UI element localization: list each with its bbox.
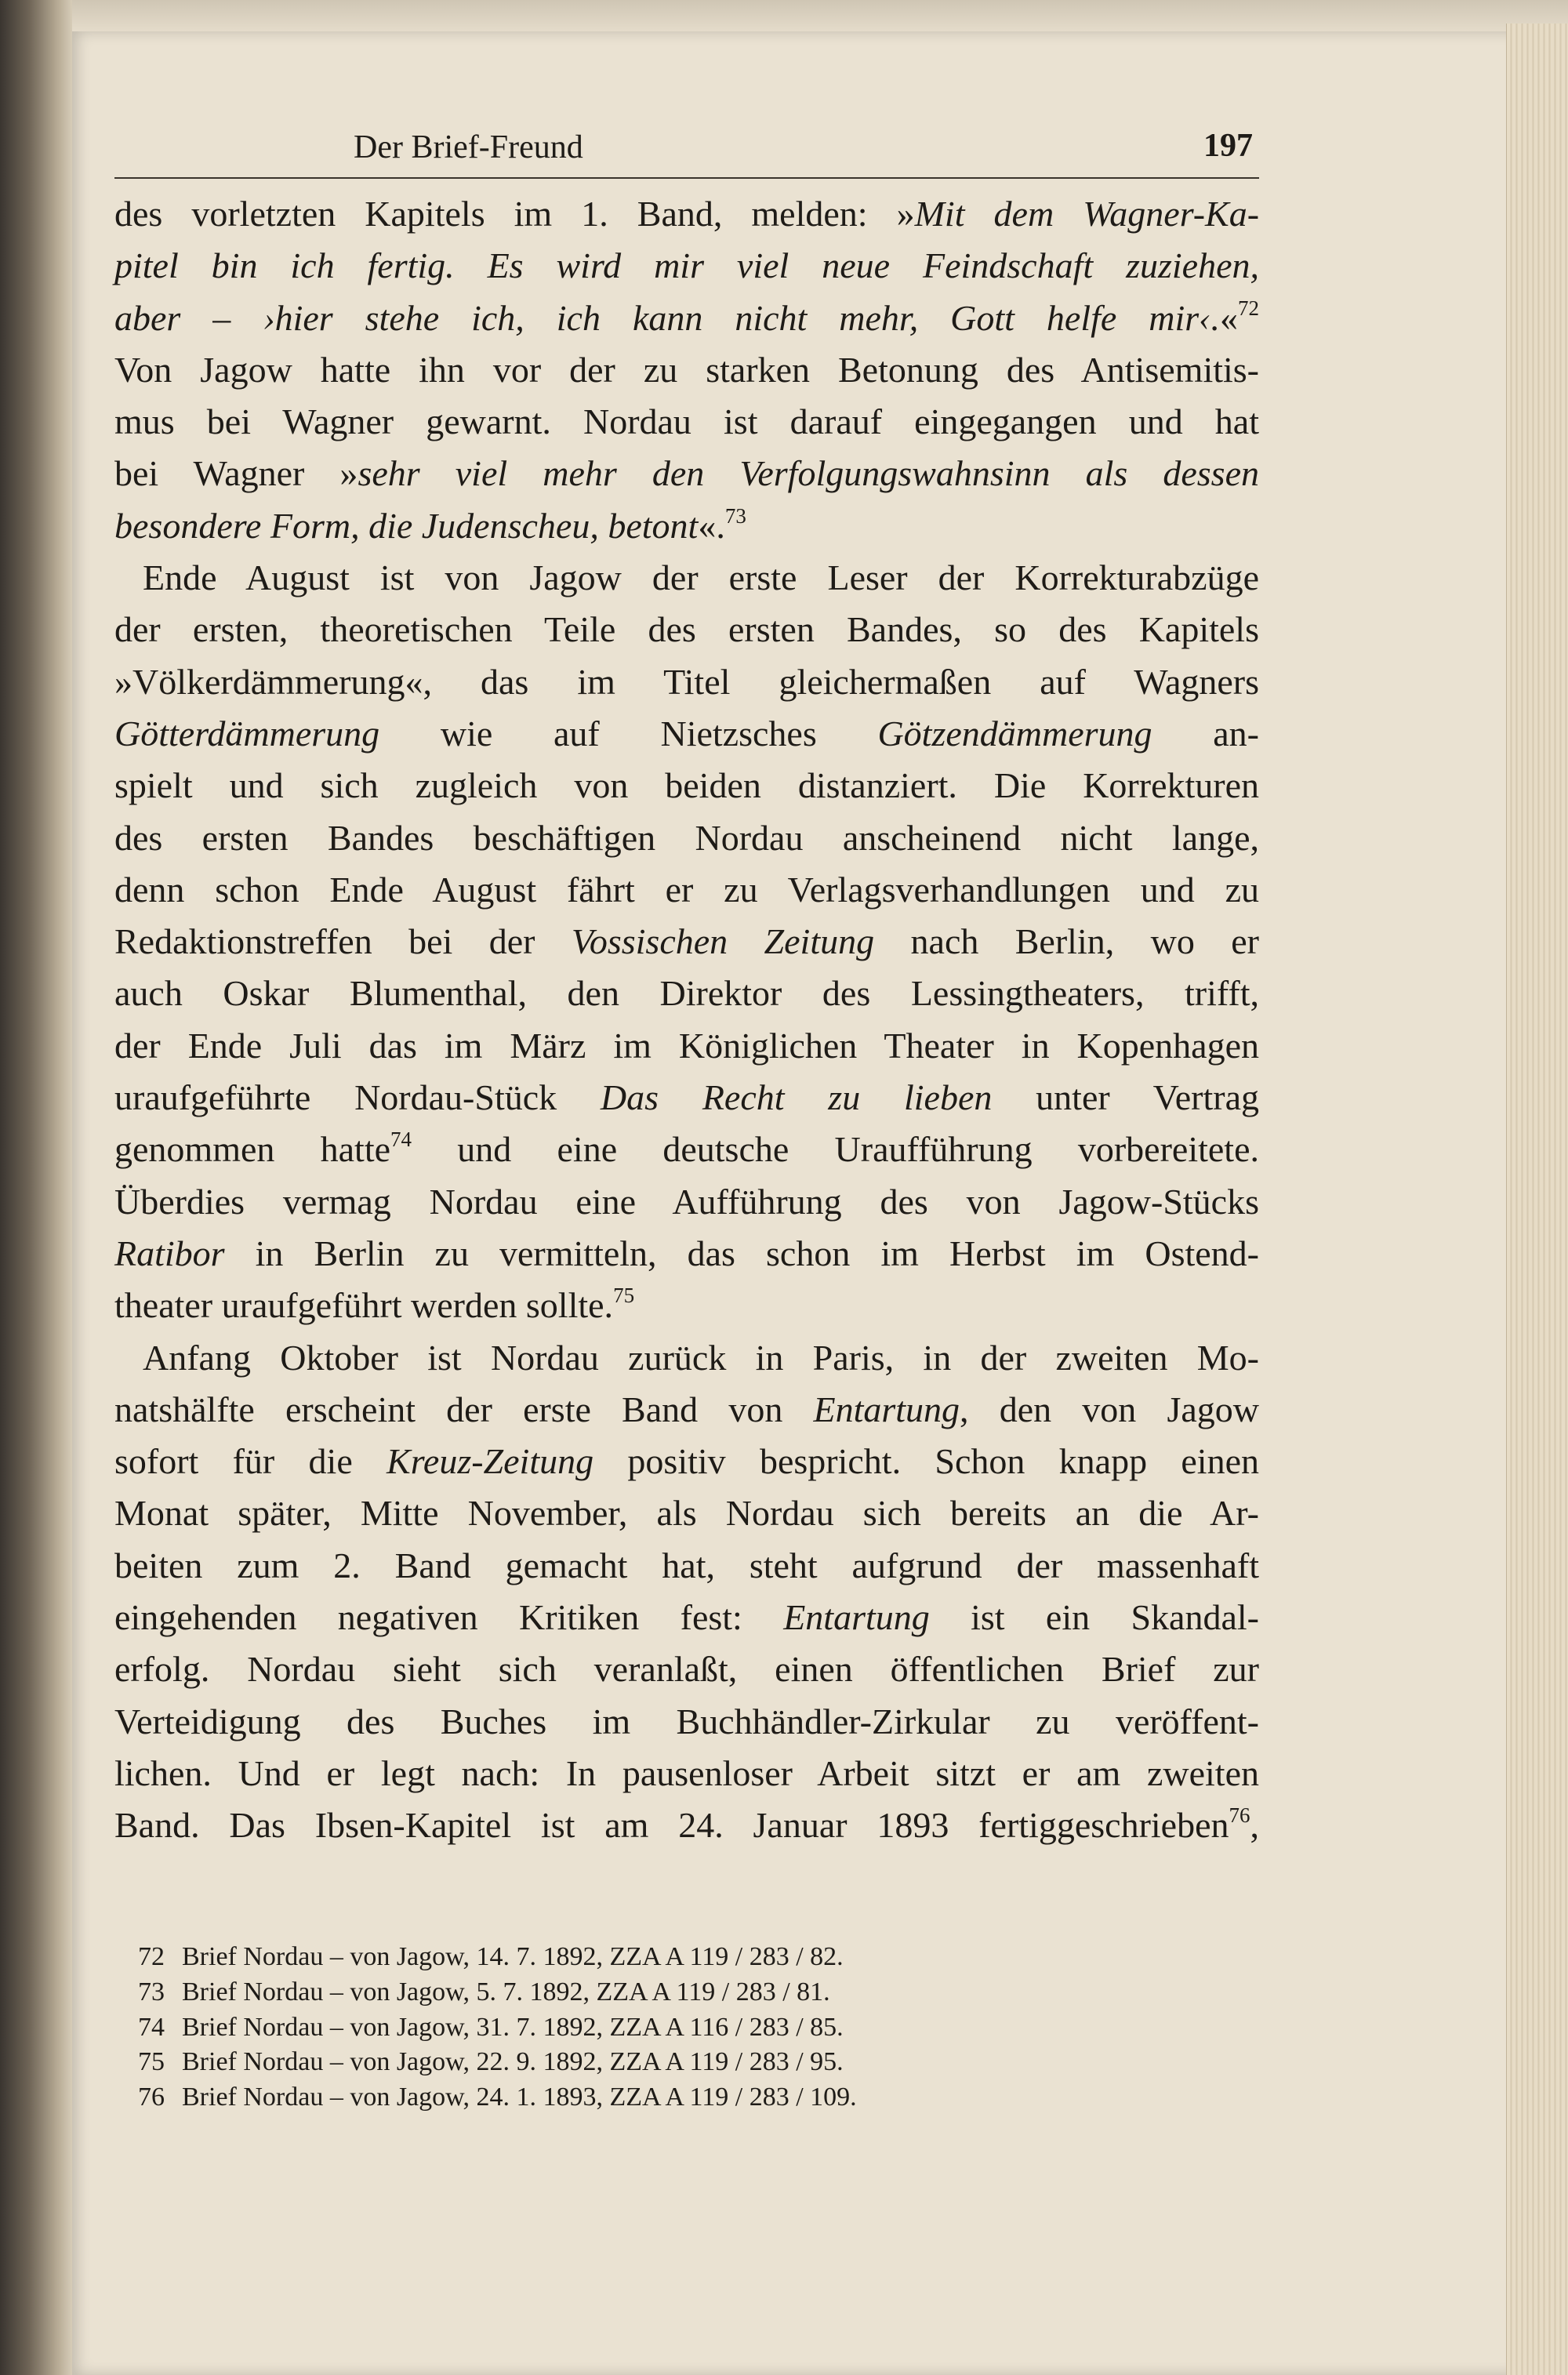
- text-line: auch Oskar Blumenthal, den Direktor des Lessingtheaters, trifft,: [114, 973, 1259, 1014]
- text-line: [114, 1436, 1259, 1487]
- body-text: [114, 188, 1259, 1852]
- footnote-ref-73[interactable]: 73: [724, 503, 746, 528]
- text-line: [114, 708, 1259, 760]
- text-line: Von Jagow hatte ihn vor der zu starken Betonung des Antisemitis-: [114, 349, 1259, 390]
- footnote-text: Brief Nordau – von Jagow, 14. 7. 1892, ZZA A 119 / 283 / 82.: [182, 1942, 844, 1971]
- text-line: [114, 1799, 1259, 1851]
- footnote-number: 72: [138, 1942, 165, 1971]
- text-line: [114, 1280, 1259, 1331]
- text-span: nach Berlin, wo er: [874, 921, 1259, 962]
- text-line: [114, 240, 1259, 292]
- book-spine-edge: [0, 0, 72, 2375]
- footnote-text: Brief Nordau – von Jagow, 22. 9. 1892, ZZA A 119 / 283 / 95.: [182, 2047, 844, 2077]
- text-block: [114, 125, 1259, 1852]
- text-line: denn schon Ende August fährt er zu Verlagsverhandlungen und zu: [114, 869, 1259, 910]
- footnote-ref-75[interactable]: 75: [613, 1284, 635, 1308]
- text-line: der Ende Juli das im März im Königlichen Theater in Kopenhagen: [114, 1025, 1259, 1066]
- italic-quote: aber – ›hier stehe ich, ich kann nicht mehr, Gott helfe mir‹.: [114, 297, 1220, 338]
- text-line: [114, 916, 1259, 968]
- text-line: mus bei Wagner gewarnt. Nordau ist darauf eingegangen und hat: [114, 401, 1259, 442]
- text-line: lichen. Und er legt nach: In pausenloser Arbeit sitzt er am zweiten: [114, 1752, 1259, 1793]
- text-line: Ende August ist von Jagow der erste Leser der Korrekturabzüge: [143, 557, 1259, 598]
- footnote-72: [138, 1940, 1173, 1975]
- text-span: in Berlin zu vermitteln, das schon im Herbst im Ostend-: [224, 1233, 1259, 1273]
- text-span: «: [1220, 297, 1238, 338]
- text-span: positiv bespricht. Schon knapp einen: [593, 1441, 1259, 1482]
- paragraph-1: [114, 188, 1259, 552]
- text-span: uraufgeführte Nordau-Stück: [114, 1077, 601, 1118]
- text-span: an-: [1152, 713, 1259, 754]
- text-span: natshälfte erscheint der erste Band von: [114, 1389, 814, 1429]
- running-head: [114, 125, 1259, 179]
- italic-title: Kreuz-Zeitung: [387, 1441, 594, 1482]
- text-span: theater uraufgeführt werden sollte.: [114, 1285, 614, 1326]
- footnote-76: [138, 2080, 1173, 2115]
- text-line: [114, 292, 1259, 344]
- footnote-text: Brief Nordau – von Jagow, 5. 7. 1892, ZZA A 119 / 283 / 81.: [182, 1977, 830, 2006]
- italic-title: Entartung: [783, 1597, 930, 1638]
- text-span: ,: [1250, 1805, 1259, 1846]
- footnote-73: [138, 1975, 1173, 2010]
- paragraph-3: [114, 1332, 1259, 1852]
- italic-title: Ratibor: [114, 1233, 225, 1273]
- footnote-number: 73: [138, 1977, 165, 2006]
- text-line: [114, 1072, 1259, 1124]
- italic-quote: Mit dem Wagner-Ka-: [914, 194, 1260, 234]
- text-span: bei Wagner »: [114, 453, 358, 494]
- footnote-number: 74: [138, 2012, 165, 2042]
- running-head-title: Der Brief-Freund: [354, 129, 583, 165]
- text-line: [114, 448, 1259, 499]
- footnote-number: 75: [138, 2047, 165, 2077]
- text-line: »Völkerdämmerung«, das im Titel gleichermaßen auf Wagners: [114, 661, 1259, 702]
- text-span: unter Vertrag: [992, 1077, 1260, 1118]
- text-span: Band. Das Ibsen-Kapitel ist am 24. Januar 1893 fertiggeschrieben: [114, 1805, 1229, 1846]
- footnote-75: [138, 2045, 1173, 2080]
- page-stack-edge: [1506, 24, 1568, 2375]
- text-line: [114, 1592, 1259, 1643]
- text-line: [114, 1124, 1259, 1175]
- text-line: der ersten, theoretischen Teile des ersten Bandes, so des Kapitels: [114, 609, 1259, 650]
- footnote-74: [138, 2010, 1173, 2046]
- page-number: 197: [1203, 128, 1253, 164]
- footnote-number: 76: [138, 2083, 165, 2112]
- italic-title: Entartung: [813, 1389, 960, 1429]
- text-span: eingehenden negativen Kritiken fest:: [114, 1597, 784, 1638]
- text-line: [114, 500, 1259, 552]
- italic-quote: pitel bin ich fertig. Es wird mir viel neue Feindschaft zuziehen,: [114, 245, 1259, 286]
- italic-title: Götterdämmerung: [114, 713, 380, 754]
- italic-quote: besondere Form, die Judenscheu, betont: [114, 505, 699, 546]
- text-line: beiten zum 2. Band gemacht hat, steht aufgrund der massenhaft: [114, 1545, 1259, 1585]
- italic-title: Das Recht zu lieben: [600, 1077, 993, 1118]
- background-top-edge: [72, 0, 1568, 31]
- text-span: und eine deutsche Uraufführung vorbereitete.: [412, 1129, 1259, 1170]
- footnote-ref-72[interactable]: 72: [1238, 296, 1259, 320]
- footnote-text: Brief Nordau – von Jagow, 24. 1. 1893, ZZA A 119 / 283 / 109.: [182, 2083, 857, 2112]
- text-line: [114, 188, 1259, 240]
- footnotes: [138, 1940, 1173, 2115]
- text-line: des ersten Bandes beschäftigen Nordau anscheinend nicht lange,: [114, 817, 1259, 858]
- text-line: [114, 1384, 1259, 1436]
- text-span: Redaktionstreffen bei der: [114, 921, 572, 962]
- text-span: des vorletzten Kapitels im 1. Band, melden: »: [114, 194, 915, 234]
- text-line: Anfang Oktober ist Nordau zurück in Paris, in der zweiten Mo-: [143, 1337, 1259, 1378]
- text-span: «.: [698, 505, 725, 546]
- text-line: Überdies vermag Nordau eine Aufführung des von Jagow-Stücks: [114, 1181, 1259, 1222]
- text-span: sofort für die: [114, 1441, 387, 1482]
- footnote-ref-74[interactable]: 74: [390, 1128, 412, 1152]
- italic-quote: sehr viel mehr den Verfolgungswahnsinn als dessen: [358, 453, 1259, 494]
- text-span: wie auf Nietzsches: [379, 713, 878, 754]
- text-line: erfolg. Nordau sieht sich veranlaßt, einen öffentlichen Brief zur: [114, 1649, 1259, 1690]
- italic-title: Vossischen Zeitung: [571, 921, 875, 962]
- footnote-ref-76[interactable]: 76: [1229, 1803, 1250, 1828]
- text-span: , den von Jagow: [960, 1389, 1259, 1429]
- text-line: spielt und sich zugleich von beiden distanziert. Die Korrekturen: [114, 765, 1259, 806]
- text-span: ist ein Skandal-: [929, 1597, 1259, 1638]
- text-line: [114, 1228, 1259, 1280]
- footnote-text: Brief Nordau – von Jagow, 31. 7. 1892, ZZA A 116 / 283 / 85.: [182, 2012, 844, 2042]
- italic-title: Götzendämmerung: [877, 713, 1152, 754]
- text-line: Verteidigung des Buches im Buchhändler-Zirkular zu veröffent-: [114, 1701, 1259, 1741]
- text-span: genommen hatte: [114, 1129, 391, 1170]
- paragraph-2: [114, 552, 1259, 1331]
- text-line: Monat später, Mitte November, als Nordau sich bereits an die Ar-: [114, 1493, 1259, 1534]
